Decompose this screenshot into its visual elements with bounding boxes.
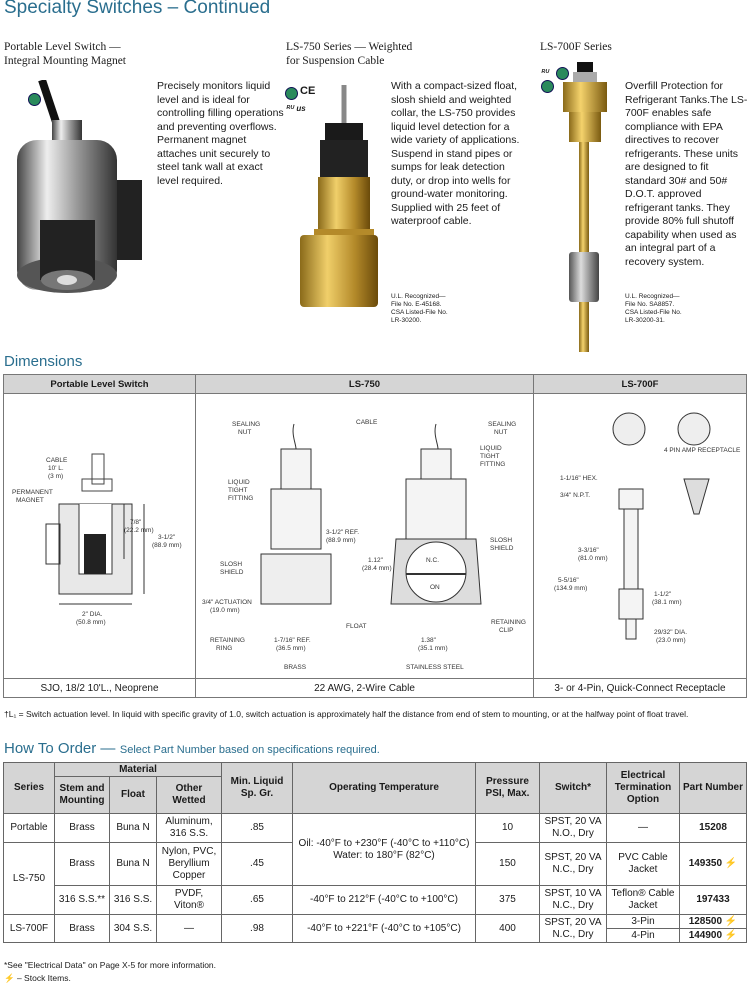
page-title: Specialty Switches – Continued: [4, 0, 271, 18]
footnote-electrical: *See "Electrical Data" on Page X-5 for more information.: [4, 960, 217, 970]
dim-label: LIQUID: [480, 445, 502, 452]
cell: 10: [476, 814, 540, 843]
hdr-material: Material: [55, 763, 222, 777]
dim-label: MAGNET: [16, 497, 44, 504]
cell: 400: [476, 915, 540, 943]
dim-label: (35.1 mm): [418, 645, 448, 652]
dim-label: (22.2 mm): [124, 527, 154, 534]
dim-label: 1.12": [368, 557, 383, 564]
part-number: 15208: [680, 814, 747, 843]
stock-bolt-icon: ⚡: [4, 973, 15, 983]
order-heading-text: How To Order —: [4, 740, 116, 757]
dim-label: 1.38": [421, 637, 436, 644]
product-title-portable: [4, 40, 126, 68]
cell: SPST, 20 VA N.C., Dry: [540, 843, 607, 886]
dim-footer-ls750: 22 AWG, 2-Wire Cable: [196, 679, 534, 698]
cell: SPST, 10 VA N.C., Dry: [540, 886, 607, 915]
order-table: [3, 762, 747, 943]
cell: -40°F to +221°F (-40°C to +105°C): [293, 915, 476, 943]
dim-label: (50.8 mm): [76, 619, 106, 626]
dim-label: BRASS: [284, 664, 307, 671]
dim-label: FITTING: [480, 461, 506, 468]
ul-mark-icon: ᴿᵁ: [541, 68, 550, 77]
table-row: [4, 814, 747, 843]
dim-label: 1-1/16" HEX.: [560, 475, 598, 482]
dim-label: NUT: [238, 429, 252, 436]
cert-line: U.L. Recognized—: [625, 293, 680, 300]
dim-footer-portable: SJO, 18/2 10'L., Neoprene: [4, 679, 196, 698]
dim-label: RING: [216, 645, 233, 652]
cell: Buna N: [110, 814, 157, 843]
hdr-switch: Switch*: [540, 763, 607, 814]
csa-cert-icon: [541, 80, 554, 93]
dim-label: NUT: [494, 429, 508, 436]
cell: —: [607, 814, 680, 843]
cell: 304 S.S.: [110, 915, 157, 943]
cell: -40°F to 212°F (-40°C to +100°C): [293, 886, 476, 915]
cert-line: CSA Listed-File No.: [625, 309, 682, 316]
cell: 316 S.S.**: [55, 886, 110, 915]
dim-label: SEALING: [232, 421, 261, 428]
hdr-part: Part Number: [680, 763, 747, 814]
hdr-other: Other Wetted: [157, 777, 222, 814]
dim-label: 3-3/16": [578, 547, 599, 554]
part-number: 144900: [688, 929, 723, 941]
cell: PVC Cable Jacket: [607, 843, 680, 886]
portable-switch-photo: [2, 80, 152, 305]
dim-label: ON: [430, 584, 440, 591]
dim-label: (23.0 mm): [656, 637, 686, 644]
cell: Portable: [4, 814, 55, 843]
dim-label: SEALING: [488, 421, 517, 428]
dim-label: 3-1/2" REF.: [326, 529, 360, 536]
dim-label: TIGHT: [480, 453, 500, 460]
title-line: LS-750 Series — Weighted: [286, 41, 413, 53]
dim-label: (3 m): [48, 473, 64, 480]
dim-label: (28.4 mm): [362, 565, 392, 572]
cell: .85: [222, 814, 293, 843]
product-desc-ls750: With a compact-sized float, slosh shield and weighted collar, the LS-750 provides liquid level detection for a wide variety of applications. Suspend in stand pipes or sumps for leak detection duty, or drop into wells for ground-water monitoring. Supplied with 25 feet of waterproof cable.: [391, 80, 520, 227]
ls700f-cert: [625, 293, 682, 325]
cell: Brass: [55, 814, 110, 843]
temp-line: Oil: -40°F to +230°F (-40°C to +110°C): [298, 837, 470, 849]
cell: .98: [222, 915, 293, 943]
title-line: Integral Mounting Magnet: [4, 55, 127, 67]
ls700f-photo: [555, 62, 615, 357]
cell: Teflon® Cable Jacket: [607, 886, 680, 915]
product-title-ls700f: [540, 40, 612, 54]
dim-label: TIGHT: [228, 487, 248, 494]
dim-label: 4 PIN AMP RECEPTACLE: [664, 447, 741, 454]
dim-label: 7/8": [130, 519, 142, 526]
cell: .65: [222, 886, 293, 915]
title-line: Portable Level Switch —: [4, 41, 121, 53]
cell: 4-Pin: [607, 929, 680, 943]
cell: LS-750: [4, 843, 55, 915]
cell-shared-temp: [293, 814, 476, 886]
dim-label: CABLE: [356, 419, 378, 426]
dim-label: (36.5 mm): [276, 645, 306, 652]
dim-label: SLOSH: [220, 561, 243, 568]
dimensions-heading: Dimensions: [4, 353, 83, 370]
footnote-stock: [4, 973, 71, 984]
cell: LS-700F: [4, 915, 55, 943]
ls750-cert: [391, 293, 448, 325]
cell: —: [157, 915, 222, 943]
dim-label: LIQUID: [228, 479, 250, 486]
dim-label: (134.9 mm): [554, 585, 588, 592]
dim-label: (38.1 mm): [652, 599, 682, 606]
cell: 150: [476, 843, 540, 886]
dim-label: (88.9 mm): [152, 542, 182, 549]
hdr-series: Series: [4, 763, 55, 814]
cell: 375: [476, 886, 540, 915]
title-line: for Suspension Cable: [286, 55, 385, 67]
part-number: 149350: [688, 858, 723, 869]
dim-col-ls700f: LS-700F: [534, 375, 747, 394]
cert-line: File No. E-45168.: [391, 301, 442, 308]
hdr-temp: Operating Temperature: [293, 763, 476, 814]
part-number-cell: [680, 915, 747, 929]
dim-label: (19.0 mm): [210, 607, 240, 614]
table-row: [4, 886, 747, 915]
cell: SPST, 20 VA N.O., Dry: [540, 814, 607, 843]
dim-label: CLIP: [499, 627, 514, 634]
product-desc-ls700f: Overfill Protection for Refrigerant Tanks.The LS-700F enables safe compliance with EPA directives to recover refrigerants. These units are designed to fit standard 30# and 50# D.O.T. approved refrigerant tanks. They provide 80% full shutoff capability when used as an integral part of a recovery system.: [625, 80, 748, 268]
csa-cert-icon: [28, 93, 41, 106]
cell: 316 S.S.: [110, 886, 157, 915]
ls750-photo: [300, 85, 380, 310]
dim-label: PERMANENT: [12, 489, 53, 496]
part-number-cell: [680, 929, 747, 943]
order-heading: [4, 740, 380, 758]
part-number: 128500: [688, 915, 723, 927]
dim-col-portable: Portable Level Switch: [4, 375, 196, 394]
cell: SPST, 20 VA N.C., Dry: [540, 915, 607, 943]
cell: PVDF, Viton®: [157, 886, 222, 915]
cell: 3-Pin: [607, 915, 680, 929]
cell: .45: [222, 843, 293, 886]
dim-label: (81.0 mm): [578, 555, 608, 562]
hdr-pressure: Pressure PSI, Max.: [476, 763, 540, 814]
product-title-ls750: [286, 40, 412, 68]
dim-col-ls750: LS-750: [196, 375, 534, 394]
dim-label: 5-5/16": [558, 577, 579, 584]
dim-label: 3-1/2": [158, 534, 176, 541]
actuation-note: †L₁ = Switch actuation level. In liquid with specific gravity of 1.0, switch actuation is approximately half the distance from end of stem to mounting, or at the halfway point of float travel.: [4, 709, 689, 719]
part-number: 197433: [680, 886, 747, 915]
dim-label: 1-7/16" REF.: [274, 637, 311, 644]
dimensions-table: [3, 374, 747, 698]
cell: Buna N: [110, 843, 157, 886]
cert-line: U.L. Recognized—: [391, 293, 446, 300]
dim-label: 3/4" ACTUATION: [202, 599, 252, 606]
dim-label: RETAINING: [491, 619, 526, 626]
cell: Aluminum, 316 S.S.: [157, 814, 222, 843]
dim-label: FITTING: [228, 495, 254, 502]
dim-label: RETAINING: [210, 637, 245, 644]
cert-line: LR-30200-31.: [625, 317, 665, 324]
stock-bolt-icon: ⚡: [724, 915, 738, 927]
cell: Brass: [55, 843, 110, 886]
dim-label: (88.9 mm): [326, 537, 356, 544]
dim-label: SHIELD: [220, 569, 244, 576]
hdr-min-liquid: Min. Liquid Sp. Gr.: [222, 763, 293, 814]
hdr-termination: Electrical Termination Option: [607, 763, 680, 814]
stock-bolt-icon: ⚡: [724, 929, 738, 941]
portable-drawing: [4, 394, 196, 679]
dim-label: CABLE: [46, 457, 68, 464]
cert-line: File No. SA8857.: [625, 301, 675, 308]
ce-mark-icon: CE: [300, 85, 316, 97]
table-row: [4, 915, 747, 929]
footnote-stock-text: – Stock Items.: [16, 973, 71, 983]
dim-label: SLOSH: [490, 537, 513, 544]
dim-label: FLOAT: [346, 623, 367, 630]
stock-bolt-icon: ⚡: [724, 858, 738, 869]
hdr-float: Float: [110, 777, 157, 814]
cell: Nylon, PVC, Beryllium Copper: [157, 843, 222, 886]
cert-line: CSA Listed-File No.: [391, 309, 448, 316]
title-line: LS-700F Series: [540, 41, 612, 53]
dim-label: 2" DIA.: [82, 611, 103, 618]
dim-label: 3/4" N.P.T.: [560, 492, 591, 499]
product-desc-portable: Precisely monitors liquid level and is ideal for controlling filling operations and preventing overflows. Permanent magnet attaches unit securely to steel tank wall at exact level required.: [157, 80, 284, 187]
csa-cert-icon: [285, 87, 298, 100]
ul-mark-icon: ᴿᵁ us: [286, 104, 306, 113]
dim-label: N.C.: [426, 557, 439, 564]
part-number-cell: [680, 843, 747, 886]
dim-footer-ls700f: 3- or 4-Pin, Quick-Connect Receptacle: [534, 679, 747, 698]
temp-line: Water: to 180°F (82°C): [333, 849, 435, 861]
hdr-stem: Stem and Mounting: [55, 777, 110, 814]
dim-label: 1-1/2": [654, 591, 672, 598]
dim-label: STAINLESS STEEL: [406, 664, 464, 671]
order-subheading: Select Part Number based on specifications required.: [119, 744, 380, 756]
cell: Brass: [55, 915, 110, 943]
cert-line: LR-30200.: [391, 317, 422, 324]
dim-label: SHIELD: [490, 545, 514, 552]
ls700f-drawing: [534, 394, 747, 679]
ls750-drawing: [196, 394, 534, 679]
dim-label: 10' L.: [48, 465, 64, 472]
dim-label: 29/32" DIA.: [654, 629, 688, 636]
